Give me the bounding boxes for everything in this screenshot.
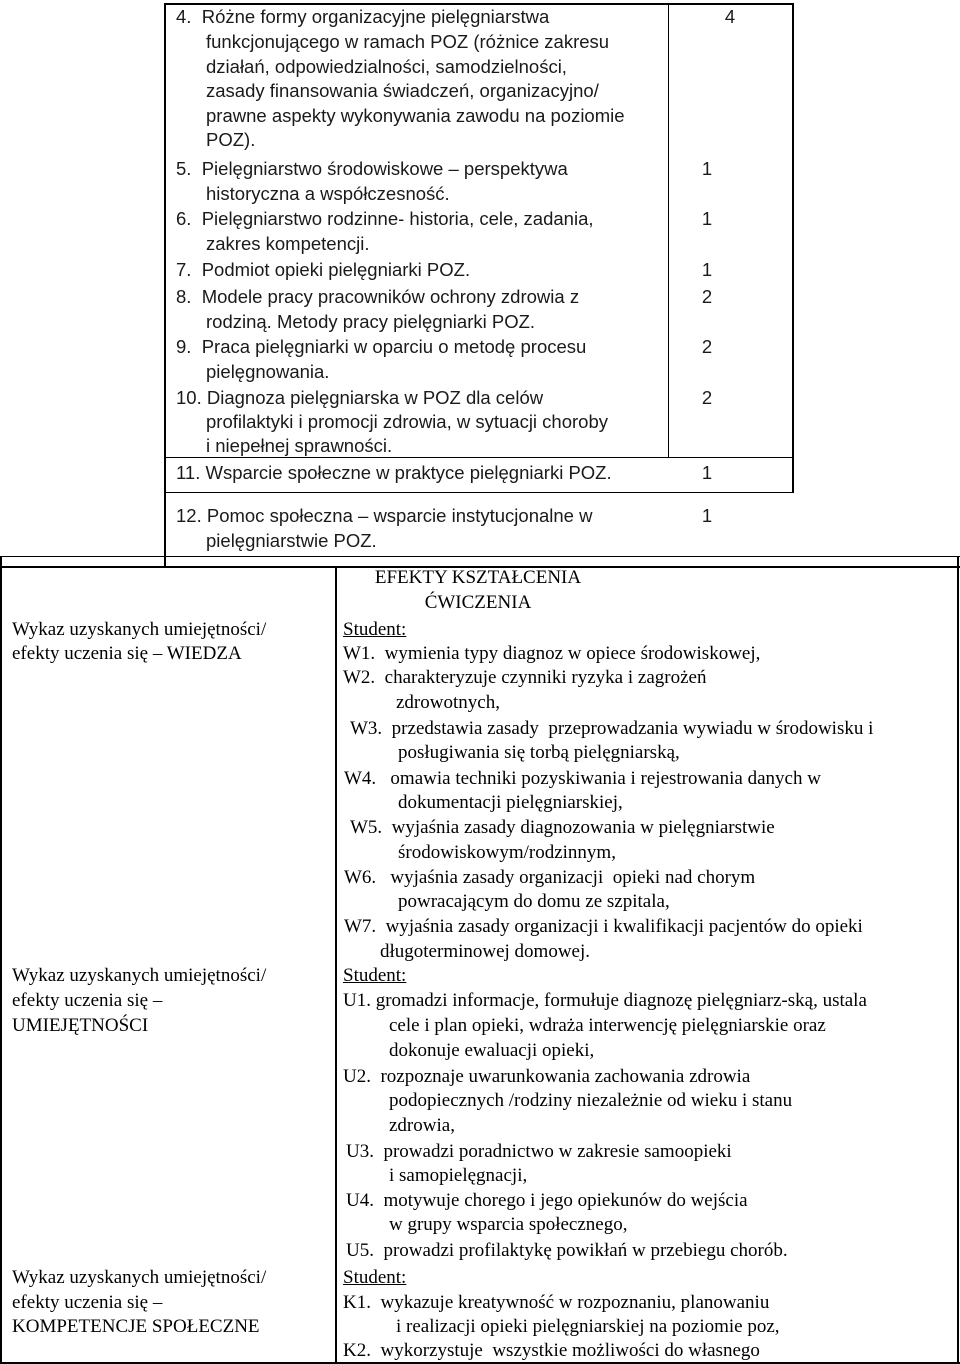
student-heading-umiejetnosci: Student:: [343, 965, 407, 986]
column-divider-hours: [668, 3, 669, 457]
topic-9-hours: 2: [701, 336, 713, 357]
topic-12-line-1: 12. Pomoc społeczna – wsparcie instytucjonalne w: [176, 505, 593, 526]
outcome-line: środowiskowym/rodzinnym,: [398, 842, 616, 863]
outcome-line: W5. wyjaśnia zasady diagnozowania w pielęgniarstwie: [350, 817, 775, 838]
label-umiejetnosci-line-1: Wykaz uzyskanych umiejętności/: [12, 965, 267, 986]
column-divider-outcomes: [335, 566, 337, 1364]
outcome-line: U1. gromadzi informacje, formułuje diagnozę pielęgniarz-ską, ustala: [343, 990, 867, 1011]
topic-9-line-1: 9. Praca pielęgniarki w oparciu o metodę procesu: [176, 336, 587, 357]
topic-8-line-1: 8. Modele pracy pracowników ochrony zdrowia z: [176, 286, 580, 307]
outcome-line: w grupy wsparcia społecznego,: [389, 1214, 628, 1235]
topic-10-line-3: i niepełnej sprawności.: [206, 435, 393, 456]
label-wiedza-line-2: efekty uczenia się – WIEDZA: [12, 643, 242, 664]
outcome-line: K2. wykorzystuje wszystkie możliwości do własnego: [343, 1340, 760, 1361]
topic-11-line-1: 11. Wsparcie społeczne w praktyce pielęgniarki POZ.: [176, 462, 612, 483]
outcome-line: dokumentacji pielęgniarskiej,: [398, 792, 623, 813]
outcome-line: U3. prowadzi poradnictwo w zakresie samoopieki: [346, 1141, 732, 1162]
outcome-line: W4. omawia techniki pozyskiwania i rejestrowania danych w: [344, 768, 821, 789]
label-kompetencje-line-1: Wykaz uzyskanych umiejętności/: [12, 1267, 267, 1288]
outcome-line: zdrowia,: [389, 1115, 455, 1136]
outcome-line: i samopielęgnacji,: [389, 1165, 528, 1186]
topic-5-line-2: historyczna a współczesność.: [206, 183, 450, 204]
topic-4-line-2: funkcjonującego w ramach POZ (różnice zakresu: [206, 31, 610, 52]
outcome-line: powracającym do domu ze szpitala,: [398, 891, 670, 912]
topic-5-hours: 1: [701, 158, 713, 179]
topic-8-hours: 2: [701, 286, 713, 307]
table-border-left-lower: [0, 556, 2, 1364]
topic-10-hours: 2: [701, 387, 713, 408]
topic-9-line-2: pielęgnowania.: [206, 361, 330, 382]
outcome-line: W7. wyjaśnia zasady organizacji i kwalifikacji pacjentów do opieki: [344, 916, 863, 937]
topic-4-line-6: POZ).: [206, 129, 256, 150]
outcome-line: długoterminowej domowej.: [380, 941, 591, 962]
student-heading-kompetencje: Student:: [343, 1267, 407, 1288]
outcome-line: cele i plan opieki, wdraża interwencję pielęgniarskie oraz: [389, 1015, 826, 1036]
outcomes-header-subtitle: ĆWICZENIA: [424, 592, 532, 613]
topic-4-hours: 4: [724, 6, 736, 27]
student-heading-wiedza: Student:: [343, 619, 407, 640]
topic-8-line-2: rodziną. Metody pracy pielęgniarki POZ.: [206, 311, 536, 332]
topic-7-line-1: 7. Podmiot opieki pielęgniarki POZ.: [176, 259, 471, 280]
outcome-line: W3. przedstawia zasady przeprowadzania wywiadu w środowisku i: [350, 718, 874, 739]
row-divider: [164, 492, 794, 493]
label-kompetencje-line-3: KOMPETENCJE SPOŁECZNE: [12, 1316, 260, 1337]
label-wiedza-line-1: Wykaz uzyskanych umiejętności/: [12, 619, 267, 640]
table-border-right-upper: [792, 3, 794, 493]
outcome-line: U5. prowadzi profilaktykę powikłań w przebiegu chorób.: [346, 1240, 788, 1261]
outcome-line: dokonuje ewaluacji opieki,: [389, 1040, 595, 1061]
topic-10-line-1: 10. Diagnoza pielęgniarska w POZ dla celów: [176, 387, 544, 408]
outcome-line: U4. motywuje chorego i jego opiekunów do wejścia: [346, 1190, 748, 1211]
outcome-line: posługiwania się torbą pielęgniarską,: [398, 742, 680, 763]
topic-10-line-2: profilaktyki i promocji zdrowia, w sytuacji choroby: [206, 411, 608, 432]
topic-12-hours: 1: [701, 505, 713, 526]
outcome-line: podopiecznych /rodziny niezależnie od wieku i stanu: [389, 1090, 793, 1111]
topic-7-hours: 1: [701, 259, 713, 280]
section-divider: [0, 556, 960, 557]
table-border-right-lower: [957, 556, 959, 1364]
topic-5-line-1: 5. Pielęgniarstwo środowiskowe – perspektywa: [176, 158, 568, 179]
topic-4-line-5: prawne aspekty wykonywania zawodu na poziomie: [206, 105, 625, 126]
outcomes-header-title: EFEKTY KSZTAŁCENIA: [374, 567, 582, 588]
outcome-line: zdrowotnych,: [396, 692, 500, 713]
topic-12-line-2: pielęgniarstwie POZ.: [206, 530, 377, 551]
outcome-line: W1. wymienia typy diagnoz w opiece środowiskowej,: [343, 643, 761, 664]
label-umiejetnosci-line-2: efekty uczenia się –: [12, 990, 163, 1011]
topic-11-hours: 1: [701, 462, 713, 483]
topic-4-line-4: zasady finansowania świadczeń, organizacyjno/: [206, 80, 599, 101]
table-border-left-upper: [164, 3, 166, 567]
topic-6-line-1: 6. Pielęgniarstwo rodzinne- historia, cele, zadania,: [176, 208, 594, 229]
label-umiejetnosci-line-3: UMIEJĘTNOŚCI: [12, 1015, 149, 1036]
topic-6-line-2: zakres kompetencji.: [206, 233, 370, 254]
topic-4-line-1: 4. Różne formy organizacyjne pielęgniarstwa: [176, 6, 550, 27]
outcome-line: U2. rozpoznaje uwarunkowania zachowania zdrowia: [343, 1066, 751, 1087]
outcome-line: i realizacji opieki pielęgniarskiej na poziomie poz,: [396, 1316, 780, 1337]
label-kompetencje-line-2: efekty uczenia się –: [12, 1292, 163, 1313]
outcome-line: W2. charakteryzuje czynniki ryzyka i zagrożeń: [343, 667, 707, 688]
outcome-line: W6. wyjaśnia zasady organizacji opieki nad chorym: [344, 867, 756, 888]
outcome-line: K1. wykazuje kreatywność w rozpoznaniu, planowaniu: [343, 1292, 770, 1313]
topic-4-line-3: działań, odpowiedzialności, samodzielności,: [206, 56, 567, 77]
topic-6-hours: 1: [701, 208, 713, 229]
